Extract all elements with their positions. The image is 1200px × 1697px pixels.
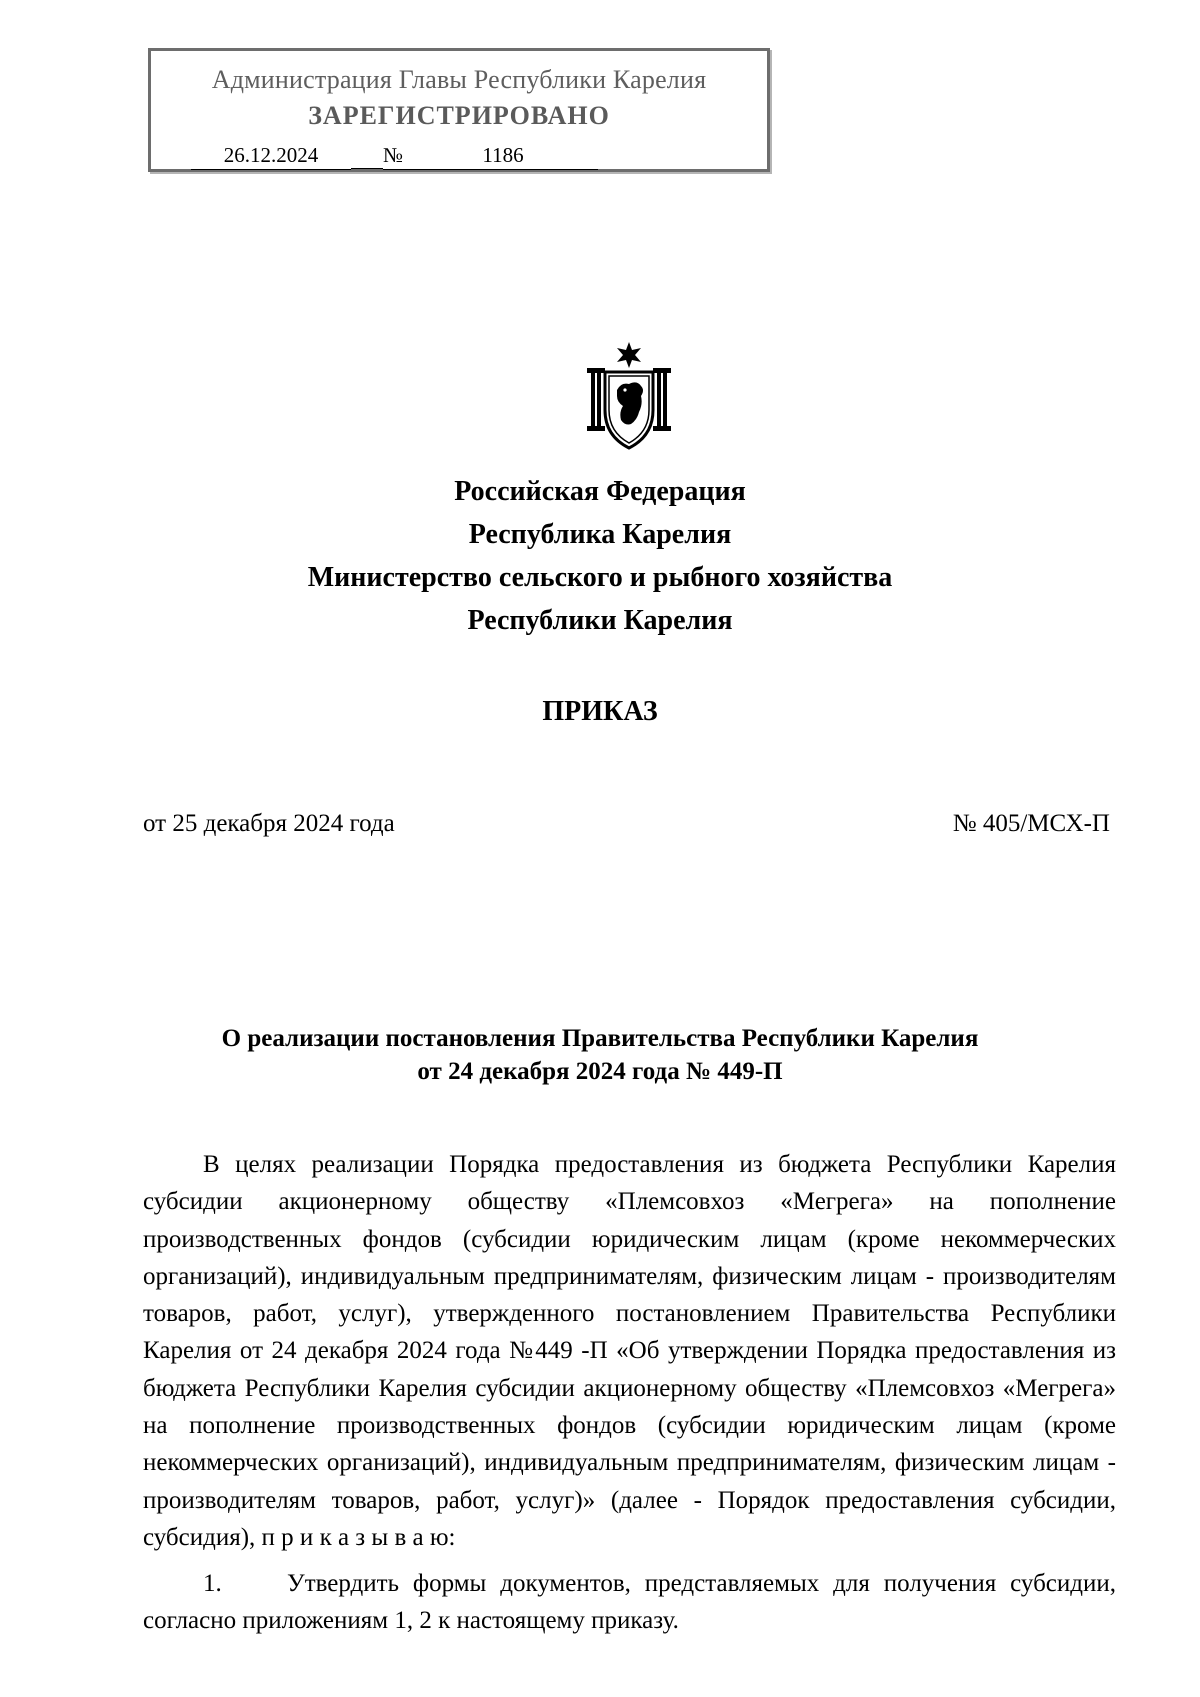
- order-item-1: [143, 1565, 1116, 1640]
- subject-line-1: О реализации постановления Правительства Республики Карелия: [221, 1025, 979, 1052]
- document-header: [0, 470, 1200, 642]
- order-date: от 25 декабря 2024 года: [143, 810, 395, 837]
- subject-line-2: от 24 декабря 2024 года № 449-П: [417, 1058, 783, 1085]
- body-paragraph-1: В целях реализации Порядка предоставления из бюджета Республики Карелия субсидии акционерному обществу «Племсовхоз «Мегрега» на пополнение производственных фондов (субсидии юридическим лицам (кроме некоммерческих организаций), индивидуальным предпринимателям, физическим лицам - производителям товаров, работ, услуг), утвержденного постановлением Правительства Республики Карелия от 24 декабря 2024 года №449 -П «Об утверждении Порядка предоставления из бюджета Республики Карелия субсидии акционерному обществу «Племсовхоз «Мегрега» на пополнение производственных фондов (субсидии юридическим лицам (кроме некоммерческих организаций), индивидуальным предпринимателям, физическим лицам - производителям товаров, работ, услуг)» (далее - Порядок предоставления субсидии, субсидия), п р и к а з ы в а ю:: [143, 1151, 1116, 1551]
- stamp-date: 26.12.2024: [191, 143, 351, 170]
- item-1-number: 1.: [203, 1570, 222, 1597]
- header-ministry: Министерство сельского и рыбного хозяйства: [307, 562, 893, 593]
- stamp-status: ЗАРЕГИСТРИРОВАНО: [308, 101, 610, 130]
- item-1-text: Утвердить формы документов, представляемых для получения субсидии, согласно приложениям 1, 2 к настоящему приказу.: [143, 1570, 1116, 1635]
- order-number: № 405/МСХ-П: [952, 810, 1110, 837]
- header-republic: Республика Карелия: [468, 519, 732, 550]
- order-subject: [0, 1022, 1200, 1088]
- stamp-number: 1186: [408, 143, 598, 170]
- document-type: ПРИКАЗ: [542, 696, 658, 727]
- stamp-underline-gap: [351, 143, 383, 169]
- header-country: Российская Федерация: [454, 476, 746, 507]
- stamp-organization: Администрация Главы Республики Карелия: [211, 65, 707, 94]
- stamp-number-label: №: [383, 143, 408, 170]
- header-ministry-republic: Республики Карелия: [467, 605, 733, 636]
- karelia-coat-of-arms-icon: [585, 340, 673, 452]
- registration-stamp: [148, 48, 770, 172]
